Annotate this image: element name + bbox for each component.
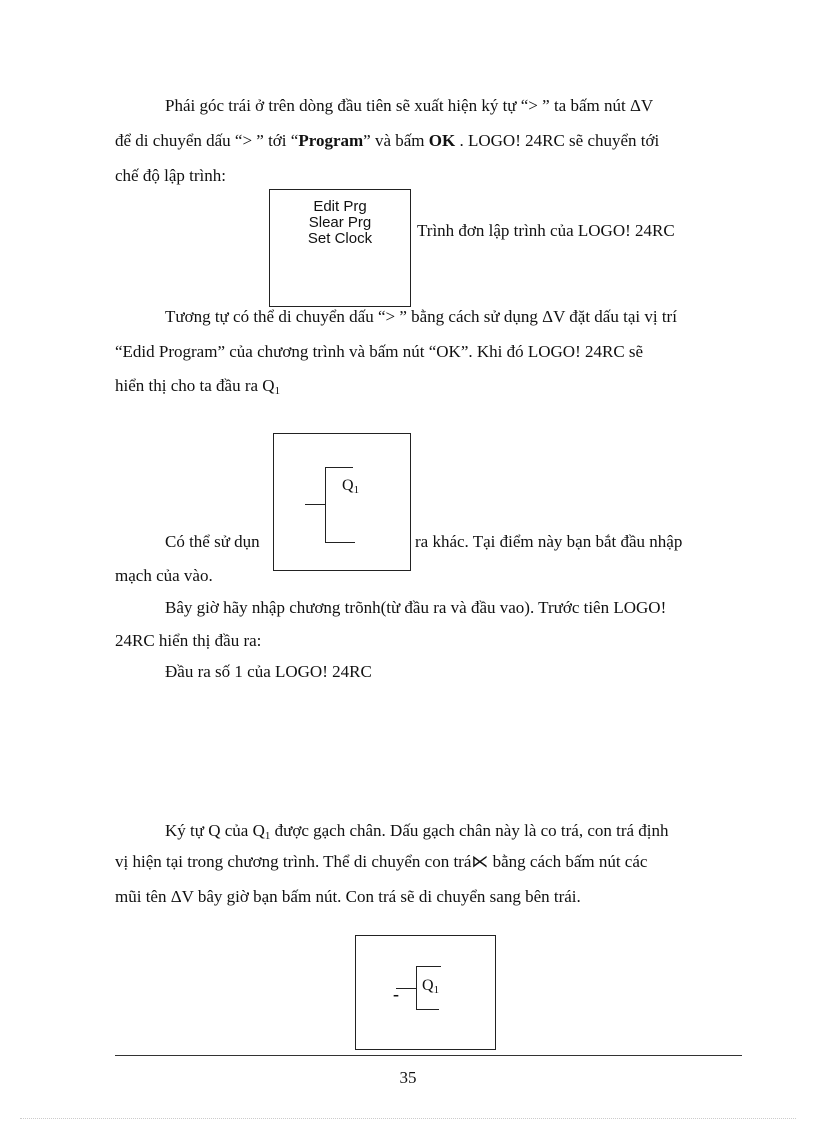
para5-line3: mũi tên ΔV bây giờ bạn bấm nút. Con trá sẽ di chuyển sang bên trái. (115, 887, 581, 906)
cursor-bottom-line (416, 1009, 439, 1010)
para2-line2: “Edid Program” của chương trình và bấm nút “OK”. Khi đó LOGO! 24RC sẽ (115, 342, 644, 361)
output-label-sub: 1 (353, 484, 360, 496)
cursor-label: Q (422, 977, 434, 994)
footer-rule (115, 1055, 742, 1056)
para1-line2-a: để di chuyển dấu “> ” tới “ (115, 131, 299, 150)
para3-line1-a: Có thể sử dụn (165, 532, 260, 551)
para1-line2-c: . LOGO! 24RC sẽ chuyển tới (455, 131, 660, 150)
cursor-diagram-box (355, 935, 496, 1050)
cursor-input-stub (396, 988, 416, 989)
cursor-vertical-line (416, 966, 417, 1009)
page-edge (20, 1118, 796, 1119)
cursor-label-q1 (422, 976, 439, 1000)
cursor-label-sub: 1 (433, 984, 440, 996)
output-input-stub (305, 504, 325, 505)
program-keyword: Program (298, 131, 364, 150)
para2-line3-text: hiển thị cho ta đầu ra Q (115, 376, 275, 395)
output-label-q1 (342, 476, 359, 500)
page-number: 35 (399, 1068, 417, 1087)
para2-line3-sub: 1 (274, 385, 281, 397)
output-vertical-line (325, 467, 326, 542)
output-bottom-line (325, 542, 355, 543)
para4-line1: Bây giờ hãy nhập chương trõnh(từ đầu ra và đầu vao). Trước tiên LOGO! (165, 598, 667, 617)
para5-line1-a: Ký tự Q của Q (165, 821, 265, 840)
menu-display-box (269, 189, 411, 307)
menu-item-edit-prg: Edit Prg (313, 198, 367, 215)
para5-line1-sub: 1 (264, 830, 271, 842)
cursor-top-line (416, 966, 441, 967)
para1-line2-b: ” và bấm (363, 131, 429, 150)
output-top-line (325, 467, 353, 468)
para5-line1 (165, 821, 669, 846)
para4-line2: 24RC hiển thị đầu ra: (115, 631, 262, 650)
output-label: Q (342, 477, 354, 494)
ok-keyword: OK (428, 131, 456, 150)
para1-line2 (115, 131, 659, 151)
para3-line1-b: ra khác. Tại điểm này bạn bắt đầu nhập (415, 532, 683, 551)
menu-caption: Trình đơn lập trình của LOGO! 24RC (417, 221, 675, 240)
para5-line1-b: được gạch chân. Dấu gạch chân này là co trá, con trá định (270, 821, 669, 840)
menu-item-set-clock: Set Clock (307, 230, 373, 247)
para3-line2: mạch của vào. (115, 566, 213, 585)
menu-item-slear-prg: Slear Prg (308, 214, 372, 231)
para1-line1: Phái góc trái ở trên dòng đầu tiên sẽ xuất hiện ký tự “> ” ta bấm nút ΔV (165, 96, 654, 115)
para5-line2: vị hiện tại trong chương trình. Thể di chuyển con trá⋉ bằng cách bấm nút các (115, 852, 648, 871)
cursor-mark: - (393, 984, 399, 1004)
para2-line1: Tương tự có thể di chuyển dấu “> ” bằng cách sử dụng ΔV đặt dấu tại vị trí (165, 307, 677, 326)
output-diagram-box (273, 433, 411, 571)
para4-line3: Đầu ra số 1 của LOGO! 24RC (165, 662, 372, 681)
para1-line3: chế độ lập trình: (115, 166, 226, 185)
para2-line3 (115, 376, 280, 401)
